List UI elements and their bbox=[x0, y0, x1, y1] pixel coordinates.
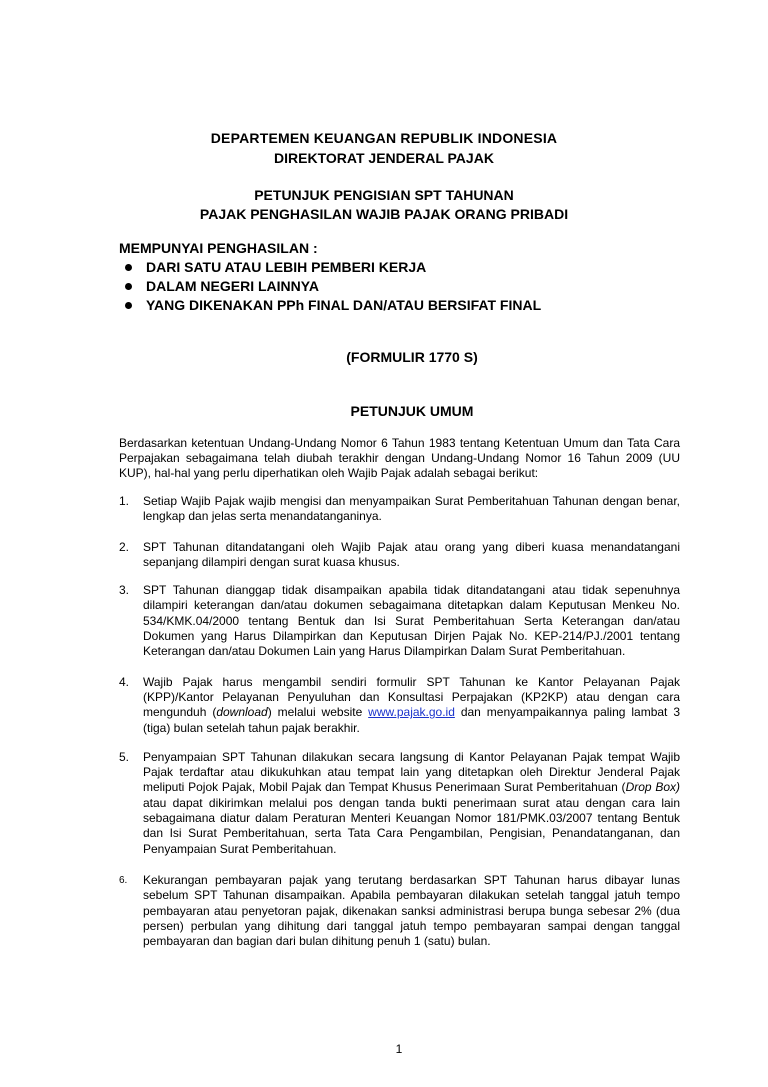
list-item: 4. Wajib Pajak harus mengambil sendiri formulir SPT Tahunan ke Kantor Pelayanan Pajak (KPP)/Kantor Pelayanan Penyuluhan dan Konsultasi Perpajakan (KP2KP) atau dengan cara mengunduh (download) melalui website www.pajak.go.id dan menyampaikannya paling lambat 3 (tiga) bulan setelah tahun pajak berakhir. bbox=[119, 674, 680, 735]
bullet-item: YANG DIKENAKAN PPh FINAL DAN/ATAU BERSIFAT FINAL bbox=[119, 296, 541, 315]
bullet-icon bbox=[125, 302, 132, 309]
bullet-item: DALAM NEGERI LAINNYA bbox=[119, 277, 541, 296]
pajak-website-link[interactable]: www.pajak.go.id bbox=[368, 705, 455, 720]
numbered-list bbox=[119, 494, 680, 964]
guide-subtitle: PAJAK PENGHASILAN WAJIB PAJAK ORANG PRIBADI bbox=[199, 206, 569, 222]
form-label: (FORMULIR 1770 S) bbox=[346, 349, 478, 365]
directorate-heading: DIREKTORAT JENDERAL PAJAK bbox=[274, 150, 494, 166]
list-item: 1. Setiap Wajib Pajak wajib mengisi dan menyampaikan Surat Pemberitahuan Tahunan dengan benar, lengkap dan jelas serta menandatanganinya. bbox=[119, 494, 680, 524]
guide-title: PETUNJUK PENGISIAN SPT TAHUNAN bbox=[254, 187, 514, 203]
list-item: 2. SPT Tahunan ditandatangani oleh Wajib Pajak atau orang yang diberi kuasa menandatangani sepanjang dilampiri dengan surat kuasa khusus. bbox=[119, 539, 680, 569]
intro-paragraph: Berdasarkan ketentuan Undang-Undang Nomor 6 Tahun 1983 tentang Ketentuan Umum dan Tata Cara Perpajakan sebagaimana telah diubah terakhir dengan Undang-Undang Nomor 16 Tahun 2009 (UU KUP), hal-hal yang perlu diperhatikan oleh Wajib Pajak adalah sebagai berikut: bbox=[119, 436, 680, 480]
page-number: 1 bbox=[395, 1042, 403, 1056]
income-bullet-list bbox=[119, 258, 541, 315]
bullet-item: DARI SATU ATAU LEBIH PEMBERI KERJA bbox=[119, 258, 541, 277]
bullet-icon bbox=[125, 283, 132, 290]
section-title: PETUNJUK UMUM bbox=[350, 403, 474, 419]
bullet-icon bbox=[125, 264, 132, 271]
list-item: 5. Penyampaian SPT Tahunan dilakukan secara langsung di Kantor Pelayanan Pajak tempat Wajib Pajak terdaftar atau dikukuhkan atau tempat lain yang ditetapkan oleh Direktur Jenderal Pajak meliputi Pojok Pajak, Mobil Pajak dan Tempat Khusus Penerimaan Surat Pemberitahuan (Drop Box) atau dapat dikirimkan melalui pos dengan tanda bukti penerimaan surat atau dengan cara lain sebagaimana diatur dalam Peraturan Menteri Keuangan Nomor 181/PMK.03/2007 tentang Bentuk dan Isi Surat Pemberitahuan, serta Tata Cara Pengambilan, Pengisian, Penandatanganan, dan Penyampaian Surat Pemberitahuan. bbox=[119, 749, 680, 856]
income-label: MEMPUNYAI PENGHASILAN : bbox=[119, 240, 318, 256]
list-item: 3. SPT Tahunan dianggap tidak disampaikan apabila tidak ditandatangani atau tidak sepenuhnya dilampiri keterangan dan/atau dokumen sebagaimana ditetapkan dalam Keputusan Menkeu No. 534/KMK.04/2000 tentang Bentuk dan Isi Surat Pemberitahuan Serta Keterangan dan/atau Dokumen yang Harus Dilampirkan dan Keputusan Dirjen Pajak No. KEP-214/PJ./2001 tentang Keterangan dan/atau Dokumen Lain yang Harus Dilampirkan Dalam Surat Pemberitahuan. bbox=[119, 583, 680, 659]
department-heading: DEPARTEMEN KEUANGAN REPUBLIK INDONESIA bbox=[210, 130, 558, 146]
list-item: 6. Kekurangan pembayaran pajak yang terutang berdasarkan SPT Tahunan harus dibayar lunas sebelum SPT Tahunan disampaikan. Apabila pembayaran dilakukan setelah tanggal jatuh tempo pembayaran atau penyetoran pajak, dikenakan sanksi administrasi berupa bunga sebesar 2% (dua persen) perbulan yang dihitung dari tanggal jatuh tempo pembayaran sampai dengan tanggal pembayaran dan bagian dari bulan dihitung penuh 1 (satu) bulan. bbox=[119, 872, 680, 949]
